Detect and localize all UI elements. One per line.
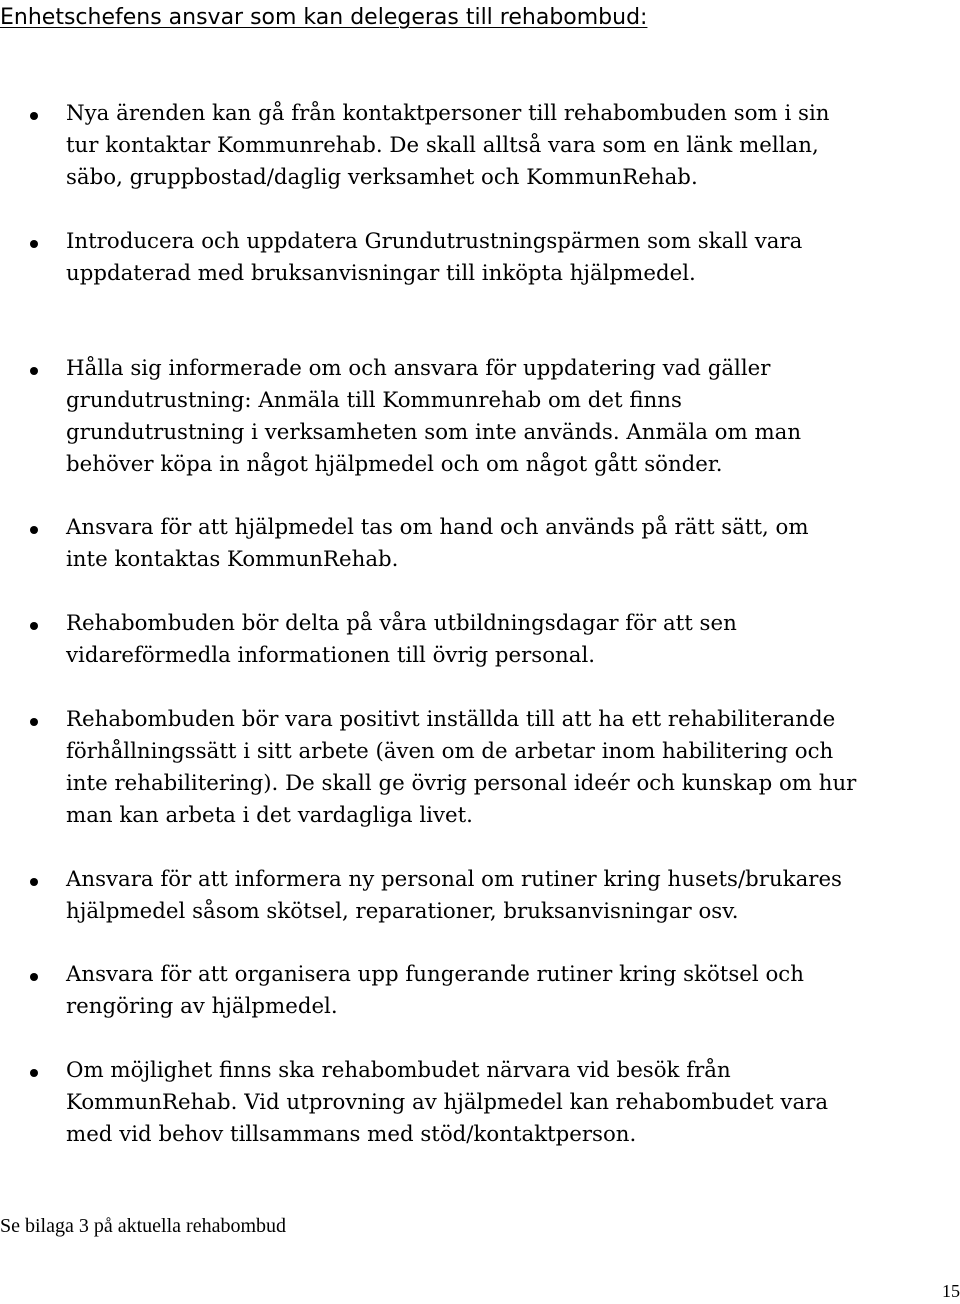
list-item-text: Ansvara för att organisera upp fungerande rutiner kring skötsel och rengöring av hjälpmedel. (66, 962, 804, 1019)
bullet-icon (30, 367, 38, 375)
list-item-text: Rehabombuden bör vara positivt inställda till att ha ett rehabiliterande förhållningssätt i sitt arbete (även om de arbetar inom habilitering och inte rehabilitering). De skall ge övrig personal ideér och kunskap om hur man kan arbeta i det vardagliga livet. (66, 707, 857, 828)
bullet-icon (30, 973, 38, 981)
list-item-text: Ansvara för att hjälpmedel tas om hand och används på rätt sätt, om inte kontaktas KommunRehab. (66, 515, 809, 572)
bullet-icon (30, 878, 38, 886)
list-item-text: Rehabombuden bör delta på våra utbildningsdagar för att sen vidareförmedla informationen till övrig personal. (66, 611, 737, 668)
bullet-icon (30, 1069, 38, 1077)
list-item-text: Om möjlighet finns ska rehabombudet närvara vid besök från KommunRehab. Vid utprovning av hjälpmedel kan rehabombudet vara med vid behov tillsammans med stöd/kontaktperson. (66, 1058, 829, 1147)
page-heading: Enhetschefens ansvar som kan delegeras till rehabombud: (0, 5, 648, 30)
bullet-icon (30, 112, 38, 120)
list-item-text: Hålla sig informerade om och ansvara för uppdatering vad gäller grundutrustning: Anmäla till Kommunrehab om det finns grundutrustning i verksamheten som inte används. Anmäla om man behöver köpa in något hjälpmedel och om något gått sönder. (66, 356, 802, 477)
list-item-text: Introducera och uppdatera Grundutrustningspärmen som skall vara uppdaterad med bruksanvisningar till inköpta hjälpmedel. (66, 229, 803, 286)
bullet-icon (30, 240, 38, 248)
bullet-icon (30, 622, 38, 630)
list-item-text: Ansvara för att informera ny personal om rutiner kring husets/brukares hjälpmedel såsom skötsel, reparationer, bruksanvisningar osv. (66, 867, 842, 924)
page-number: 15 (942, 1281, 960, 1301)
bullet-icon (30, 526, 38, 534)
bullet-icon (30, 718, 38, 726)
list-item-text: Nya ärenden kan gå från kontaktpersoner till rehabombuden som i sin tur kontaktar Kommunrehab. De skall alltså vara som en länk mellan, säbo, gruppbostad/daglig verksamhet och KommunRehab. (66, 101, 830, 190)
footnote: Se bilaga 3 på aktuella rehabombud (0, 1215, 287, 1237)
